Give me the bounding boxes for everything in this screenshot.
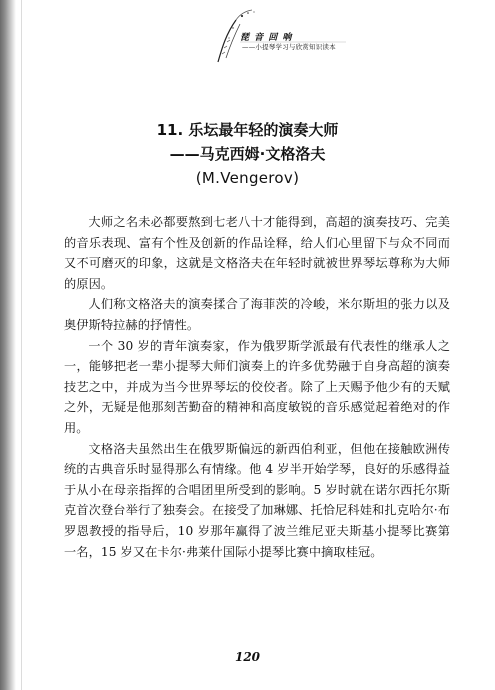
scan-edge-line: [21, 0, 22, 690]
running-header: [196, 8, 366, 66]
chapter-title: 11. 乐坛最年轻的演奏大师: [156, 121, 339, 139]
header-subtitle: ——小提琴学习与欣赏知识读本: [242, 43, 336, 51]
chapter-heading: [0, 118, 495, 190]
paragraph: 大师之名未必都要熬到七老八十才能得到，高超的演奏技巧、完美的音乐表现、富有个性及创新的作品诠释，给人们心里留下与众不同而又不可磨灭的印象，这就是文格洛夫在年轻时就被世界琴坛尊称为大师的原因。: [64, 215, 450, 291]
header-title: 琵 音 回 响: [240, 33, 293, 43]
paragraph: 文格洛夫虽然出生在俄罗斯偏远的新西伯利亚，但他在接触欧洲传统的古典音乐时显得那么有情缘。他 4 岁半开始学琴，良好的乐感得益于从小在母亲指挥的合唱团里所受到的影响。5 岁时就在诺尔西托尔斯克首次登台举行了独奏会。在接受了加琳娜、托恰尼科娃和扎克哈尔·布罗恩教授的指导后，10 岁那年赢得了波兰维尼亚夫斯基小提琴比赛第一名，15 岁又在卡尔·弗莱什国际小提琴比赛中摘取桂冠。: [64, 441, 450, 559]
body-text: [64, 212, 450, 562]
scan-edge-shadow: [0, 0, 16, 690]
chapter-name-en: (M.Vengerov): [195, 169, 300, 187]
paragraph: 一个 30 岁的青年演奏家，作为俄罗斯学派最有代表性的继承人之一，能够把老一辈小提琴大师们演奏上的许多优势融于自身高超的演奏技艺之中，并成为当今世界琴坛的佼佼者。除了上天赐予他少有的天赋之外，无疑是他那刻苦勤奋的精神和高度敏锐的音乐感觉起着绝对的作用。: [64, 338, 450, 435]
page-number: 120: [234, 650, 261, 664]
chapter-subtitle: ——马克西姆·文格洛夫: [169, 145, 326, 163]
paragraph: 人们称文格洛夫的演奏揉合了海菲茨的冷峻，米尔斯坦的张力以及奥伊斯特拉赫的抒情性。: [64, 297, 450, 332]
